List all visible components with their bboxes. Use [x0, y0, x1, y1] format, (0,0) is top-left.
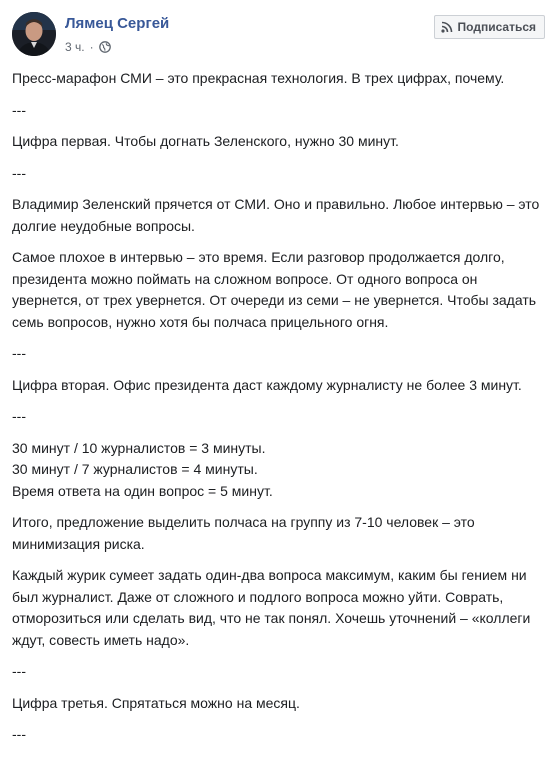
post-paragraph: Каждый журик сумеет задать один-два вопроса максимум, каким бы гением ни был журналист. Даже от сложного и подлого вопроса можно уйти. Соврать, отморозиться или сделать вид, что не так понял. Хочешь уточнений – «коллеги ждут, совесть иметь надо».: [12, 567, 531, 648]
post-paragraph: Итого, предложение выделить полчаса на группу из 7-10 человек – это минимизация риска.: [12, 514, 475, 552]
avatar[interactable]: [12, 12, 56, 56]
post-paragraph: Владимир Зеленский прячется от СМИ. Оно и правильно. Любое интервью – это долгие неудобные вопросы.: [12, 196, 540, 234]
post-separator: ---: [12, 726, 26, 742]
post-meta: [65, 40, 111, 54]
post-paragraph: Цифра третья. Спрятаться можно на месяц.: [12, 694, 300, 711]
post-separator: ---: [12, 345, 26, 361]
subscribe-button[interactable]: [434, 15, 545, 39]
post-paragraph: Цифра первая. Чтобы догнать Зеленского, нужно 30 минут.: [12, 133, 399, 149]
post-text: [12, 68, 547, 756]
globe-icon[interactable]: [99, 41, 111, 53]
post-paragraph: Цифра вторая. Офис президента даст каждому журналисту не более 3 минут.: [12, 376, 522, 393]
post-separator: ---: [12, 164, 26, 181]
subscribe-label: Подписаться: [457, 20, 536, 34]
post-timestamp[interactable]: 3 ч.: [65, 40, 85, 54]
author-name[interactable]: Лямец Сергей: [65, 15, 170, 32]
post-paragraph: 30 минут / 10 журналистов = 3 минуты. 30 минут / 7 журналистов = 4 минуты. Время ответа на один вопрос = 5 минут.: [12, 439, 273, 499]
rss-icon: [441, 21, 453, 33]
post-header: [0, 0, 559, 62]
avatar-image: [12, 12, 56, 56]
post-paragraph: Самое плохое в интервью – это время. Если разговор продолжается долго, президента можно поймать на сложном вопросе. От одного вопроса он увернется, от трех увернется. От очереди из семи – не увернется. Чтобы задать семь вопросов, нужно хотя бы полчаса прицельного огня.: [12, 249, 537, 330]
post-separator: ---: [12, 101, 26, 118]
post-paragraph: Пресс-марафон СМИ – это прекрасная технология. В трех цифрах, почему.: [12, 70, 505, 86]
post-separator: ---: [12, 408, 26, 424]
post-separator: ---: [12, 663, 26, 679]
meta-separator: ·: [89, 40, 94, 54]
